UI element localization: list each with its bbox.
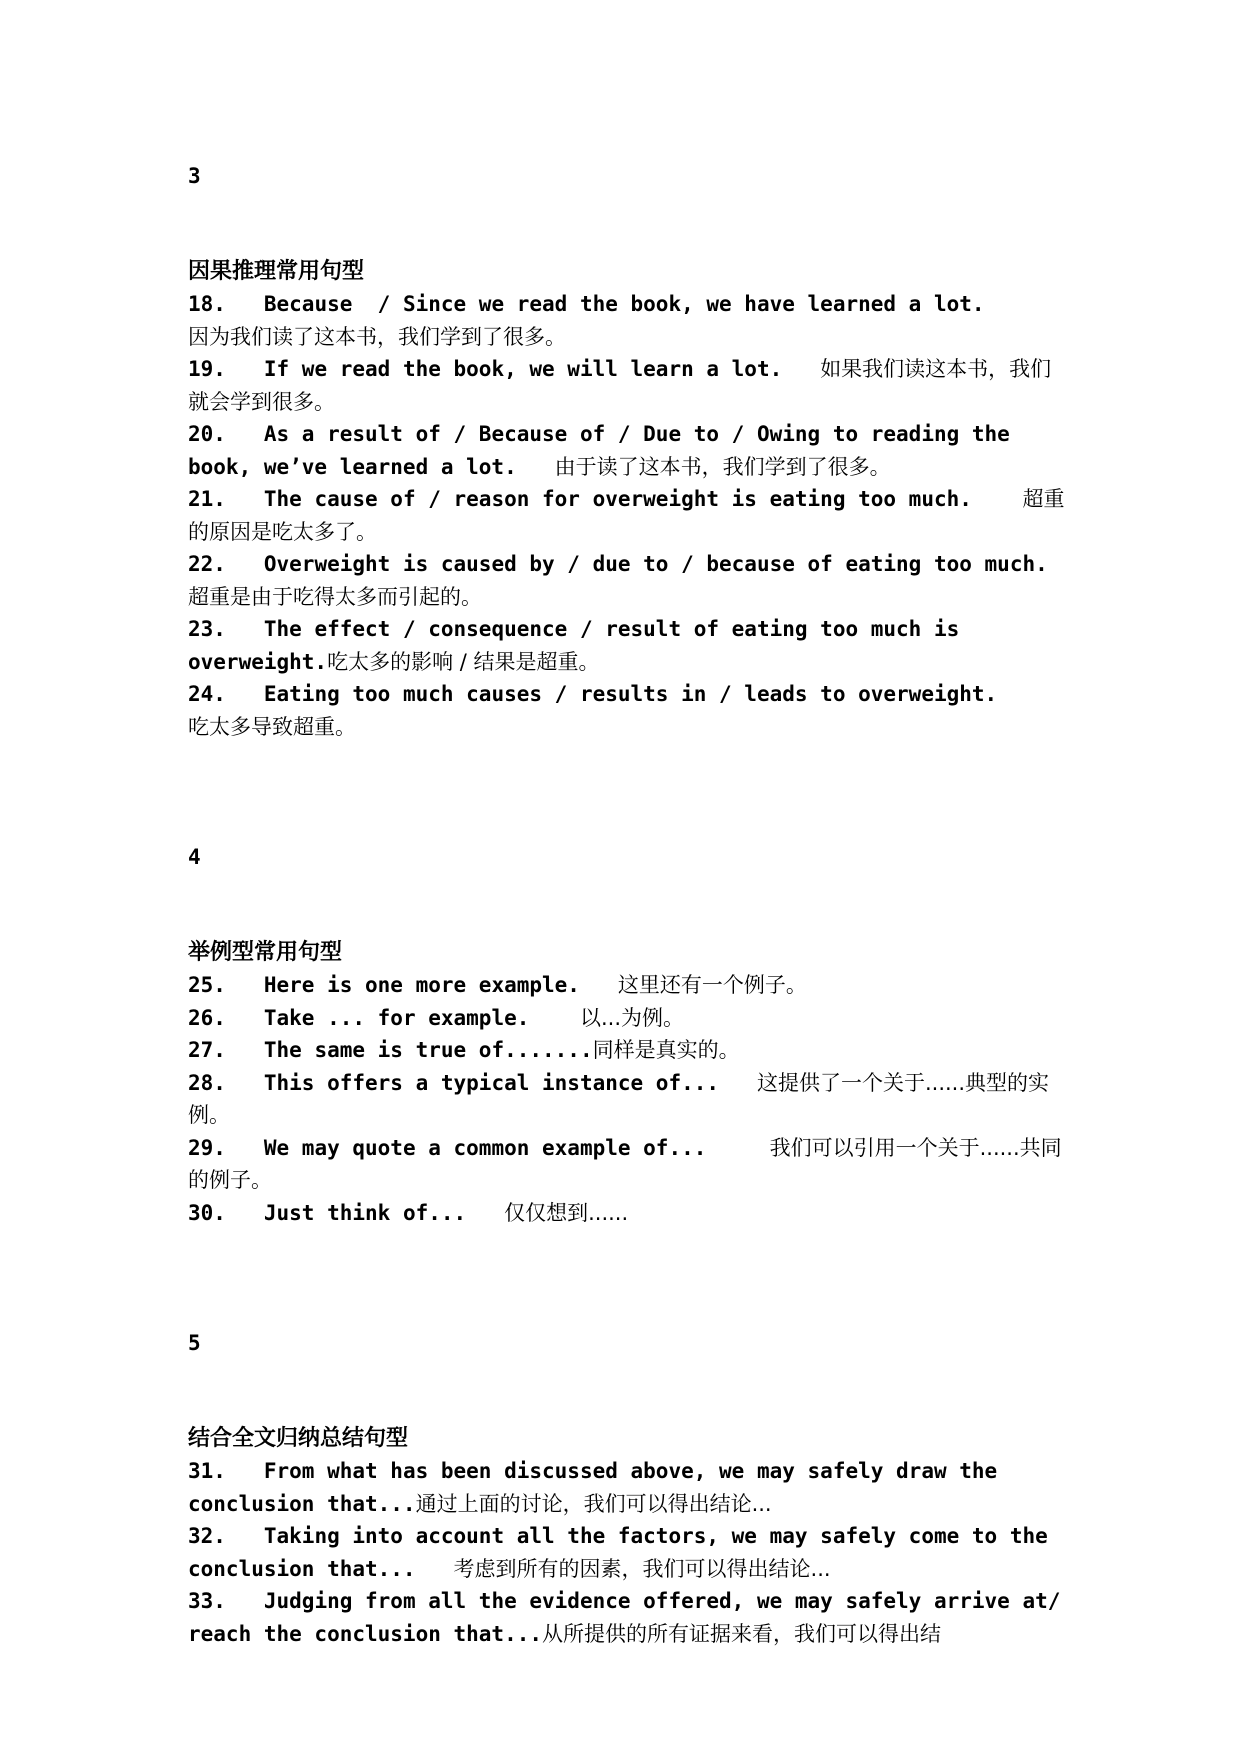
section-number: 4 [188, 845, 201, 869]
list-item [188, 418, 1068, 483]
item-number: 29. [188, 1135, 226, 1160]
item-number: 33. [188, 1589, 226, 1613]
item-english: We may quote a common example of... [263, 1135, 707, 1160]
item-english: Overweight is caused by / due to / because of eating too much. [263, 552, 1048, 576]
item-english: Taking into account all the factors, we may safely come to the conclusion that... [188, 1524, 1061, 1581]
list-item [188, 1034, 1068, 1067]
item-number: 25. [188, 973, 226, 997]
list-item [188, 678, 1068, 743]
item-english: Take ... for example. [263, 1005, 530, 1030]
item-chinese: 通过上面的讨论，我们可以得出结论... [415, 1491, 772, 1516]
list-item [188, 1067, 1068, 1132]
item-english: The effect / consequence / result of eating too much is overweight. [188, 617, 972, 674]
section-5 [188, 1327, 1074, 1650]
section-4 [188, 841, 1068, 1229]
item-english: The same is true of....... [263, 1038, 593, 1062]
item-number: 30. [188, 1200, 226, 1225]
item-chinese: 考虑到所有的因素，我们可以得出结论... [453, 1556, 831, 1581]
item-number: 23. [188, 617, 226, 641]
item-chinese: 吃太多导致超重。 [188, 714, 356, 739]
item-chinese: 这提供了一个关于......典型的实例。 [188, 1070, 1050, 1127]
item-english: The cause of / reason for overweight is eating too much. [263, 487, 972, 511]
item-number: 19. [188, 357, 226, 381]
item-number: 31. [188, 1459, 226, 1483]
section-3 [188, 160, 1068, 743]
item-number: 27. [188, 1038, 226, 1062]
item-english: Judging from all the evidence offered, we may safely arrive at/ reach the conclusion that... [188, 1589, 1074, 1646]
list-item [188, 288, 1068, 353]
item-number: 18. [188, 292, 226, 316]
item-chinese: 由于读了这本书，我们学到了很多。 [554, 454, 891, 479]
item-english: Because / Since we read the book, we have learned a lot. [263, 292, 985, 316]
list-item [188, 613, 1068, 678]
list-item [188, 1002, 1068, 1035]
item-chinese: 同样是真实的。 [592, 1038, 740, 1062]
item-number: 28. [188, 1070, 226, 1095]
item-number: 20. [188, 422, 226, 446]
list-item [188, 1132, 1068, 1197]
section-number: 5 [188, 1331, 201, 1355]
list-item [188, 483, 1068, 548]
document-page [188, 160, 1074, 1650]
item-english: As a result of / Because of / Due to / Owing to reading the book, we’ve learned a lot. [188, 422, 1023, 479]
item-english: This offers a typical instance of... [263, 1070, 720, 1095]
item-number: 21. [188, 487, 226, 511]
item-chinese: 以...为例。 [579, 1005, 684, 1030]
item-number: 24. [188, 682, 226, 706]
item-chinese: 这里还有一个例子。 [617, 973, 807, 997]
section-number: 3 [188, 164, 201, 188]
list-item [188, 1455, 1068, 1520]
item-english: If we read the book, we will learn a lot. [263, 357, 783, 381]
list-item [188, 353, 1068, 418]
item-number: 26. [188, 1005, 226, 1030]
item-number: 32. [188, 1524, 226, 1548]
item-chinese: 仅仅想到...... [504, 1200, 629, 1225]
item-chinese: 如果我们读这本书，我们就会学到很多。 [188, 357, 1052, 414]
list-item [188, 548, 1068, 613]
item-english: From what has been discussed above, we may safely draw the conclusion that... [188, 1459, 1010, 1516]
item-chinese: 吃太多的影响 / 结果是超重。 [327, 649, 600, 674]
item-chinese: 超重的原因是吃太多了。 [188, 487, 1065, 544]
section-heading: 因果推理常用句型 [188, 259, 365, 284]
item-english: Here is one more example. [263, 973, 580, 997]
section-heading: 结合全文归纳总结句型 [188, 1426, 409, 1451]
item-chinese: 我们可以引用一个关于......共同的例子。 [188, 1135, 1062, 1192]
item-number: 22. [188, 552, 226, 576]
item-english: Just think of... [263, 1200, 467, 1225]
item-chinese: 超重是由于吃得太多而引起的。 [188, 584, 482, 609]
list-item [188, 969, 1068, 1002]
list-item [188, 1520, 1068, 1585]
item-english: Eating too much causes / results in / leads to overweight. [263, 682, 998, 706]
list-item [188, 1197, 1068, 1230]
list-item [188, 1585, 1074, 1650]
section-heading: 举例型常用句型 [188, 940, 343, 965]
item-chinese: 从所提供的所有证据来看，我们可以得出结 [542, 1621, 942, 1646]
item-chinese: 因为我们读了这本书，我们学到了很多。 [188, 324, 566, 349]
